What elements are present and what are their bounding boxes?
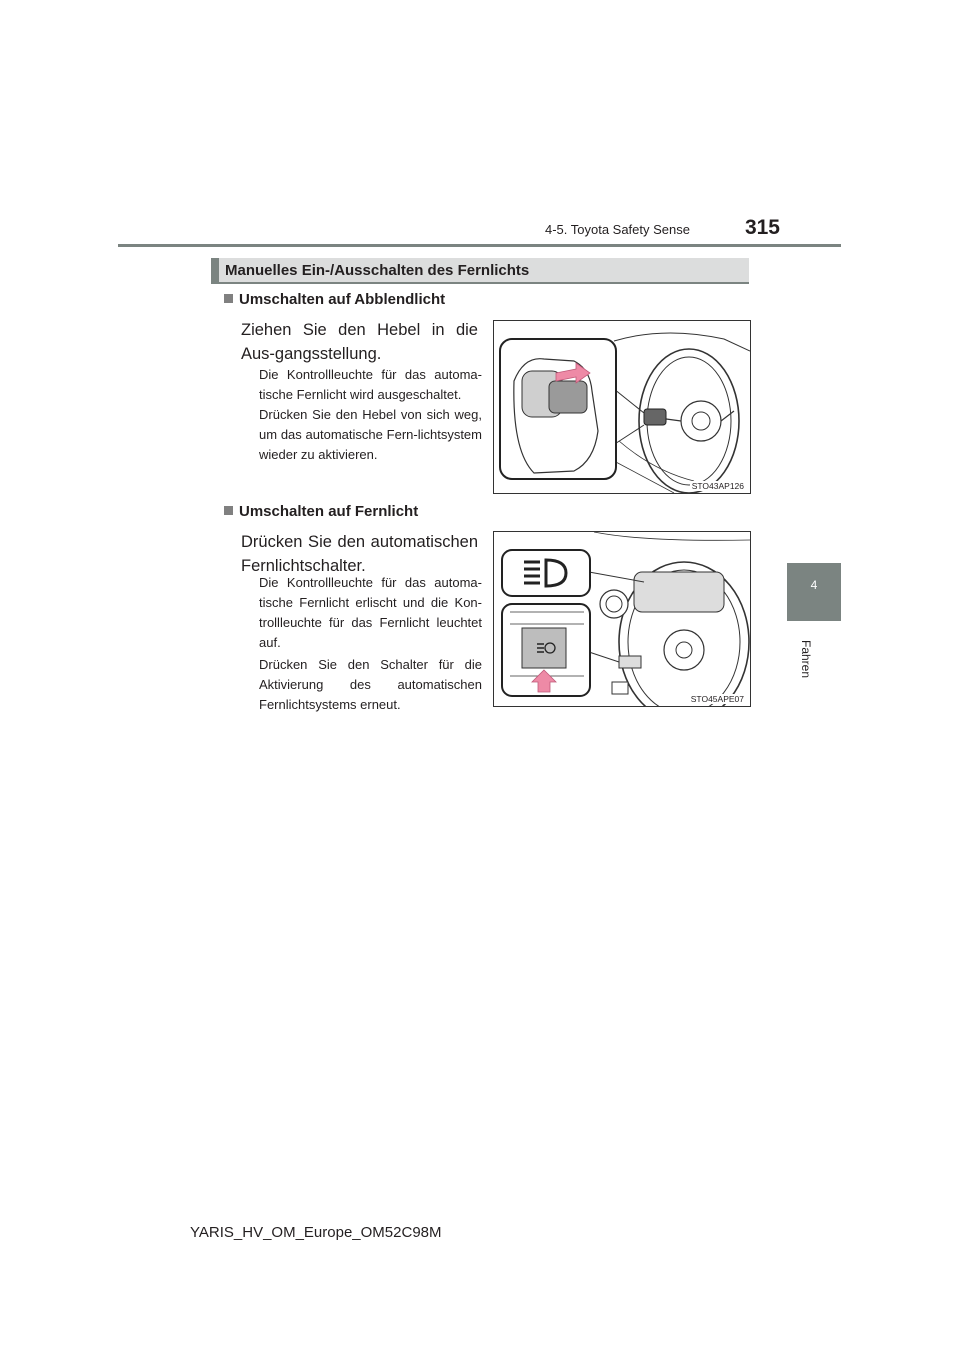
figure-lever-illustration	[493, 320, 751, 494]
section-heading-bar	[211, 258, 749, 284]
chapter-label	[799, 640, 822, 730]
figure-code: STO43AP126	[691, 481, 744, 491]
instruction-low-beam: Ziehen Sie den Hebel in die Aus-gangsstellung.	[241, 321, 478, 363]
document-footer: YARIS_HV_OM_Europe_OM52C98M	[190, 1224, 442, 1241]
note-low-beam-1: Die Kontrollleuchte für das automa-tische Fernlicht wird ausgeschaltet.	[259, 367, 482, 402]
subheading-low-beam-text: Umschalten auf Abblendlicht	[239, 291, 446, 308]
subheading-high-beam-text: Umschalten auf Fernlicht	[239, 503, 419, 520]
note-high-beam-1: Die Kontrollleuchte für das automa-tische Fernlicht erlischt und die Kon-trollleuchte für das Fernlicht leuchtet auf.	[259, 575, 482, 650]
square-bullet-icon	[224, 506, 233, 515]
instruction-high-beam: Drücken Sie den automatischen Fernlichtschalter.	[241, 533, 478, 575]
page-number: 315	[744, 216, 780, 239]
header-divider	[118, 244, 841, 247]
note-high-beam-2: Drücken Sie den Schalter für die Aktivierung des automatischen Fernlichtsystems erneut.	[259, 657, 482, 712]
figure-code: STO45APE07	[690, 694, 744, 704]
section-title-header: 4-5. Toyota Safety Sense	[544, 222, 690, 237]
switch-illustration	[494, 532, 750, 706]
chapter-tab	[787, 563, 841, 621]
chapter-number: 4	[810, 578, 818, 592]
subheading-high-beam	[224, 503, 418, 520]
figure-switch-illustration	[493, 531, 751, 707]
note-low-beam-2: Drücken Sie den Hebel von sich weg, um das automatische Fern-lichtsystem wieder zu aktivieren.	[259, 407, 482, 462]
section-heading: Manuelles Ein-/Ausschalten des Fernlichts	[225, 262, 530, 279]
lever-illustration	[494, 321, 750, 493]
section-heading-accent	[211, 258, 219, 282]
chapter-label-text: Fahren	[799, 640, 813, 679]
square-bullet-icon	[224, 294, 233, 303]
subheading-low-beam	[224, 291, 445, 308]
